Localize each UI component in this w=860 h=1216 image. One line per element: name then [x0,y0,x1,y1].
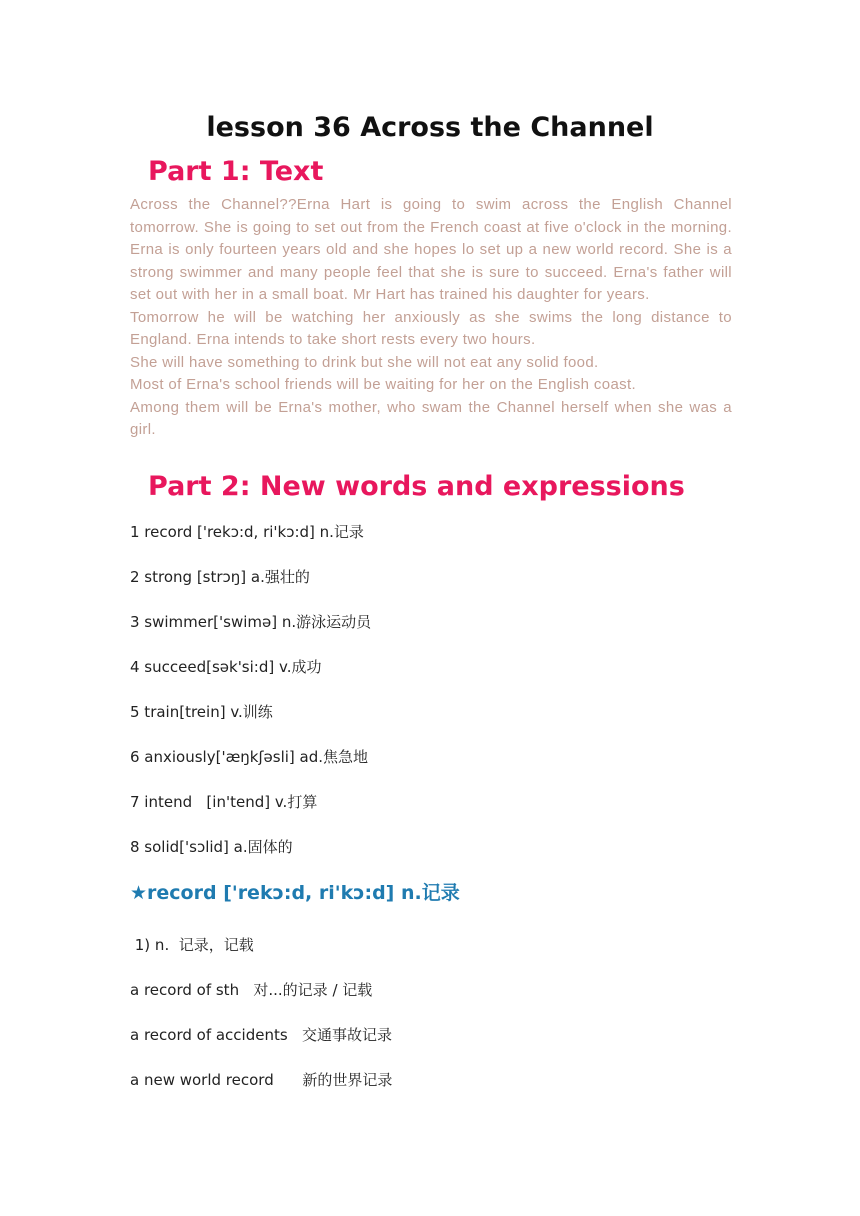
word-item-7: 7 intend [in'tend] v.打算 [130,793,318,811]
word-item-8: 8 solid['sɔlid] a.固体的 [130,838,293,856]
word-item-6: 6 anxiously['æŋkʃəsli] ad.焦急地 [130,748,369,766]
word-item-2: 2 strong [strɔŋ] a.强壮的 [130,568,310,586]
word-item-1: 1 record ['rekɔ:d, ri'kɔ:d] n.记录 [130,523,364,541]
text-paragraph-2: Tomorrow he will be watching her anxiously as she swims the long distance to England. Erna intends to take short rests every two hours. [130,308,732,348]
word-item-5: 5 train[trein] v.训练 [130,703,273,721]
text-paragraph-1: Across the Channel??Erna Hart is going to swim across the English Channel tomorrow. She is going to set out from the French coast at five o'clock in the morning. Erna is only fourteen years old and she hopes lo set up a new world record. She is a strong swimmer and many people feel that she is sure to succeed. Erna's father will set out with her in a small boat. Mr Hart has trained his daughter for years. [130,196,732,303]
record-definition: 1) n. 记录，记载 [130,936,254,954]
lesson-text [130,194,732,442]
text-paragraph-3: She will have something to drink but she will not eat any solid food. [130,353,599,371]
part2-heading: Part 2: New words and expressions [148,471,685,502]
record-example-2: a record of accidents 交通事故记录 [130,1026,392,1044]
record-example-3: a new world record 新的世界记录 [130,1071,393,1089]
text-paragraph-4: Most of Erna's school friends will be waiting for her on the English coast. [130,376,637,393]
part1-heading: Part 1: Text [148,156,324,187]
record-heading: ★record ['rekɔ:d, ri'kɔ:d] n.记录 [130,882,460,904]
text-paragraph-5: Among them will be Erna's mother, who swam the Channel herself when she was a girl. [130,398,732,438]
lesson-title: lesson 36 Across the Channel [206,112,654,143]
word-item-4: 4 succeed[sək'si:d] v.成功 [130,658,322,676]
word-item-3: 3 swimmer['swimə] n.游泳运动员 [130,613,372,631]
record-example-1: a record of sth 对...的记录 / 记载 [130,981,373,999]
